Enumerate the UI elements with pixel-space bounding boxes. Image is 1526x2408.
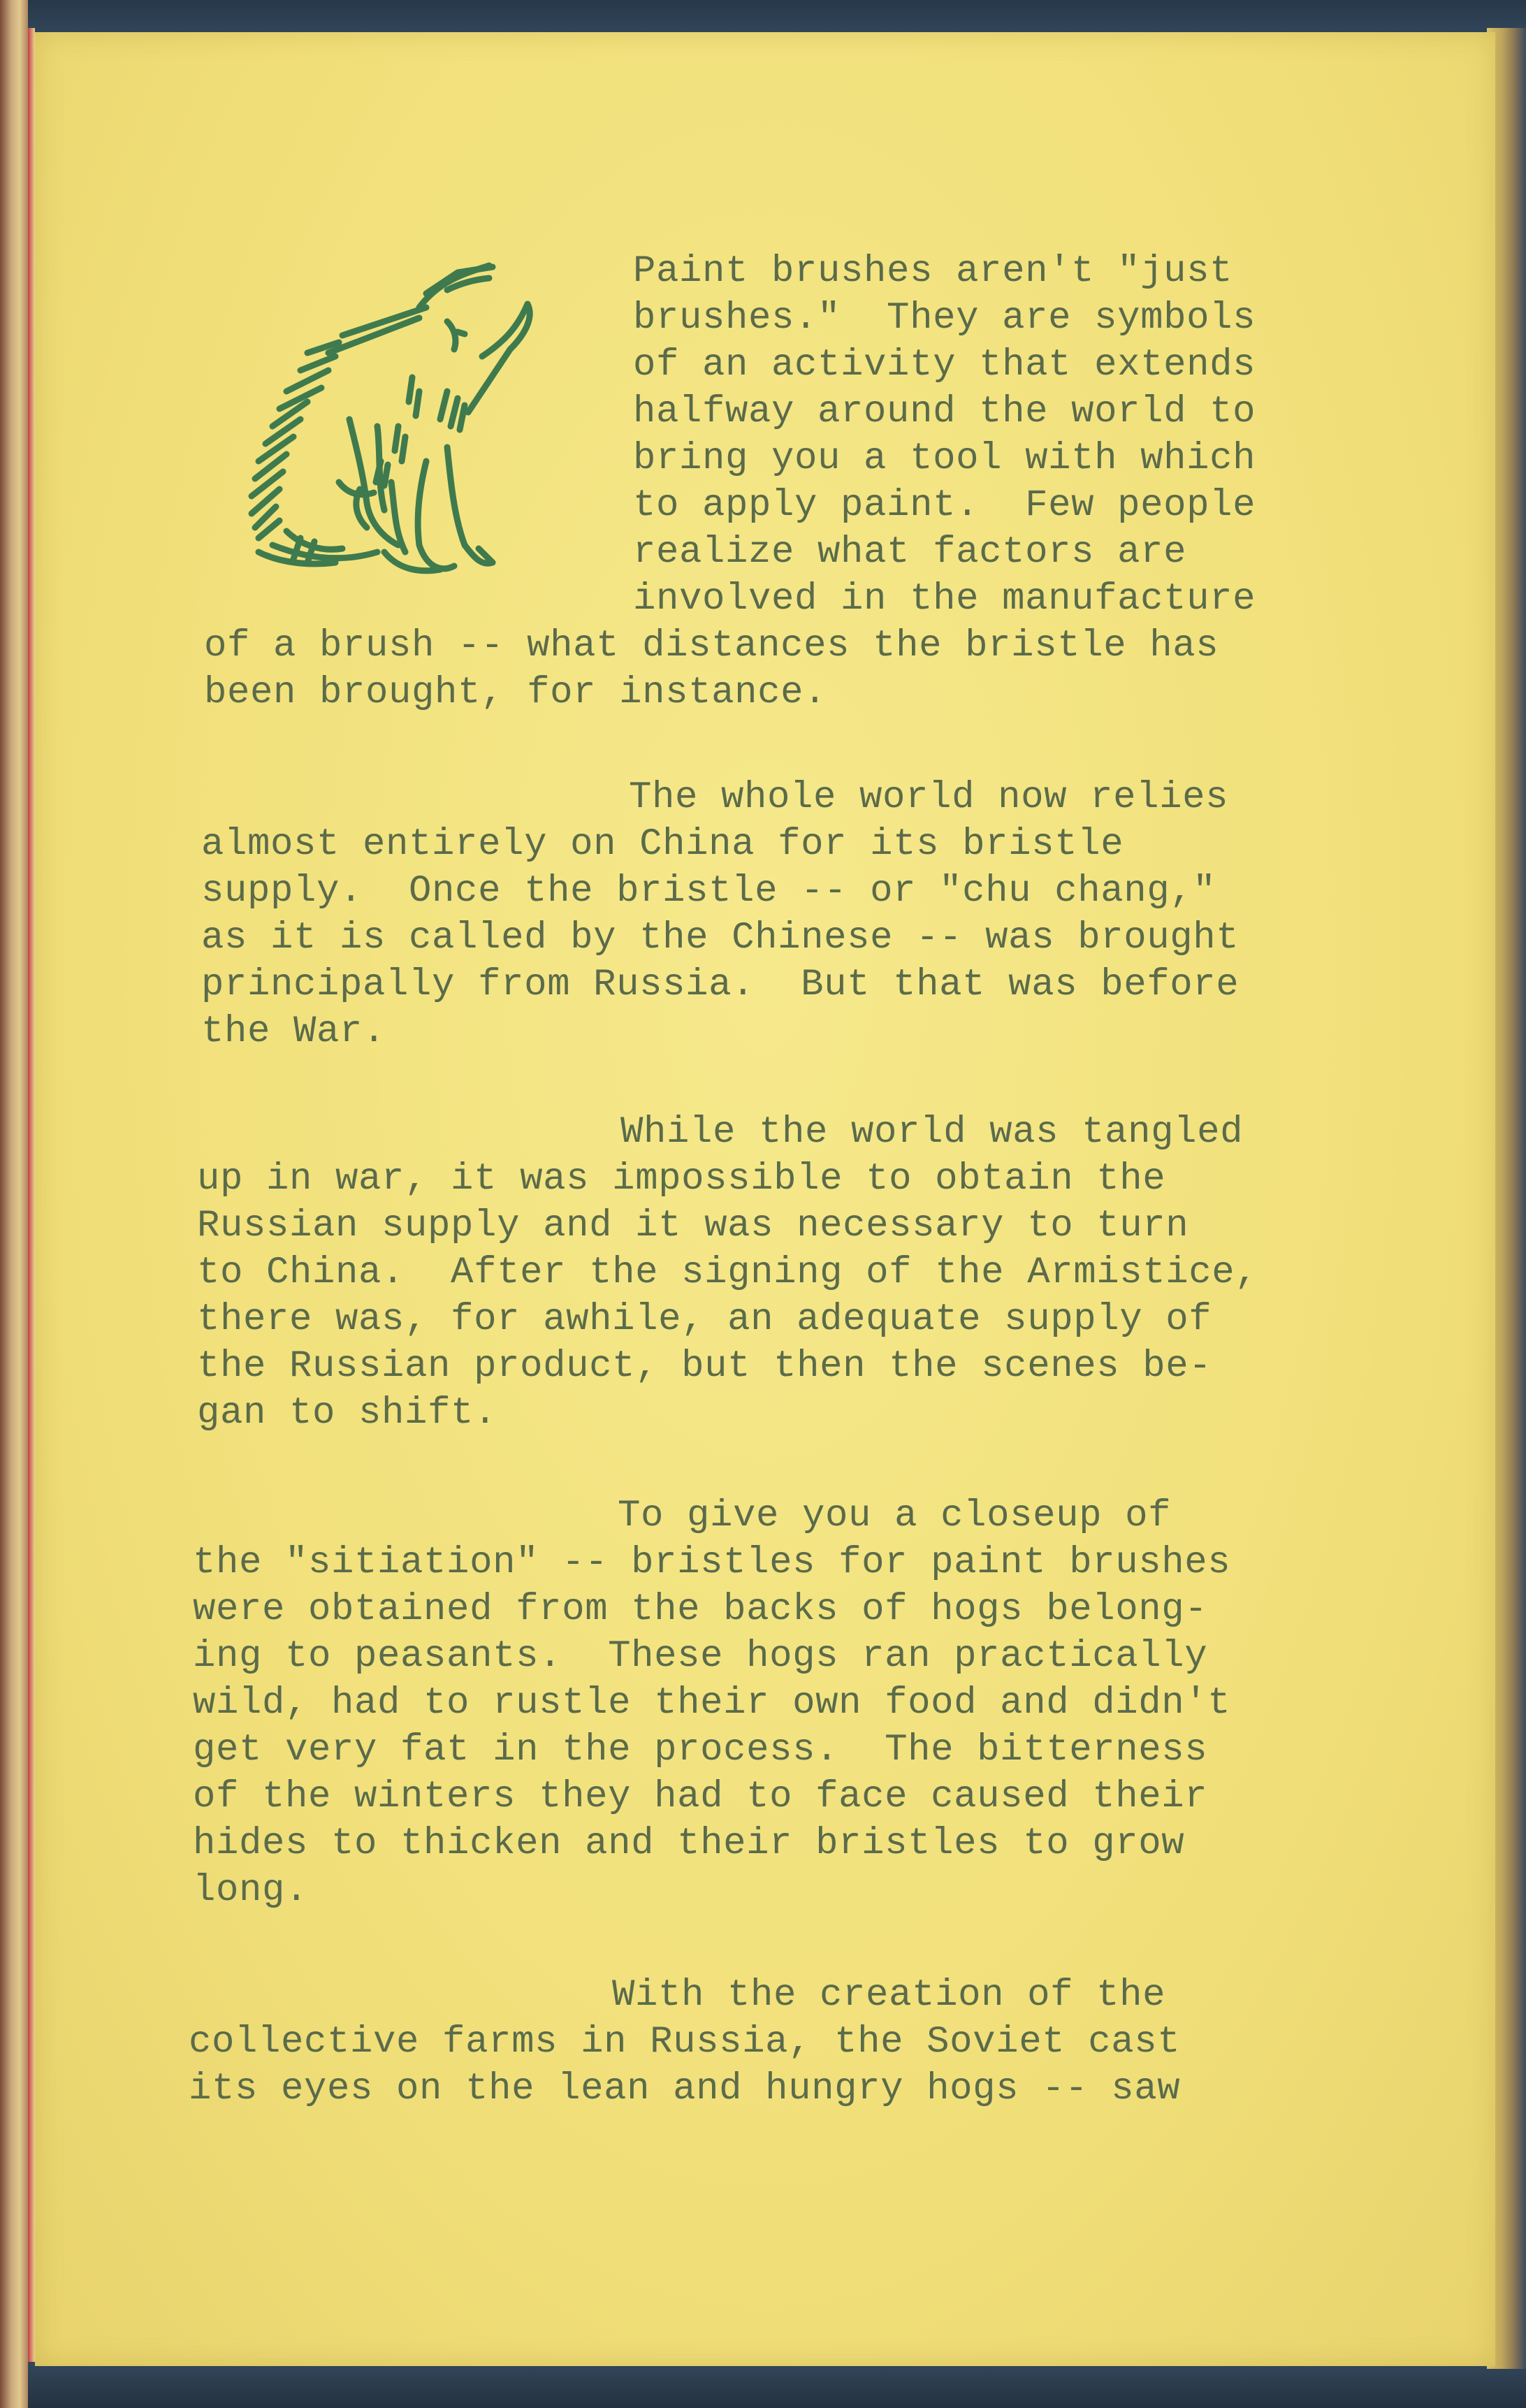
paragraph-1-line-10: been brought, for instance. bbox=[204, 672, 827, 714]
paragraph-5-line-1: With the creation of the bbox=[612, 1974, 1166, 2017]
paragraph-2-line-2: almost entirely on China for its bristle bbox=[201, 823, 1124, 866]
binding-edge bbox=[28, 28, 35, 2362]
paragraph-3-line-2: up in war, it was impossible to obtain the bbox=[197, 1158, 1166, 1201]
paragraph-3-line-7: gan to shift. bbox=[197, 1392, 497, 1435]
paragraph-1-line-2: brushes." They are symbols bbox=[633, 297, 1256, 340]
paragraph-1-line-3: of an activity that extends bbox=[633, 344, 1256, 386]
paragraph-1-line-6: to apply paint. Few people bbox=[633, 484, 1256, 527]
paragraph-2-line-5: principally from Russia. But that was before bbox=[201, 964, 1240, 1006]
paragraph-5-line-3: its eyes on the lean and hungry hogs -- saw bbox=[189, 2068, 1181, 2110]
paragraph-5-line-2: collective farms in Russia, the Soviet cast bbox=[189, 2021, 1181, 2064]
paragraph-3-line-4: to China. After the signing of the Armistice, bbox=[197, 1252, 1258, 1294]
paragraph-3-line-5: there was, for awhile, an adequate supply of bbox=[197, 1298, 1212, 1341]
paragraph-2-line-6: the War. bbox=[201, 1010, 386, 1053]
paragraph-3-line-6: the Russian product, but then the scenes be- bbox=[197, 1345, 1212, 1388]
paragraph-2-line-4: as it is called by the Chinese -- was brought bbox=[201, 917, 1240, 959]
paragraph-4-line-9: long. bbox=[193, 1869, 309, 1912]
paragraph-1-line-1: Paint brushes aren't "just bbox=[633, 250, 1233, 293]
paragraph-1-line-7: realize what factors are bbox=[633, 531, 1187, 574]
book-cover-bottom bbox=[0, 2362, 1526, 2408]
paragraph-2-line-3: supply. Once the bristle -- or "chu chang," bbox=[201, 870, 1216, 913]
paragraph-1-line-5: bring you a tool with which bbox=[633, 437, 1256, 480]
paragraph-1-line-4: halfway around the world to bbox=[633, 391, 1256, 433]
paragraph-3-line-1: While the world was tangled bbox=[620, 1111, 1244, 1154]
hog-sketch-icon bbox=[217, 252, 559, 601]
paragraph-4-line-3: were obtained from the backs of hogs belong- bbox=[193, 1588, 1208, 1631]
paragraph-4-line-8: hides to thicken and their bristles to grow bbox=[193, 1822, 1185, 1865]
paragraph-1-line-9: of a brush -- what distances the bristle has bbox=[204, 625, 1219, 667]
paragraph-4-line-4: ing to peasants. These hogs ran practically bbox=[193, 1635, 1208, 1678]
paragraph-3-line-3: Russian supply and it was necessary to turn bbox=[197, 1205, 1189, 1247]
paragraph-4-line-5: wild, had to rustle their own food and didn't bbox=[193, 1682, 1231, 1725]
paragraph-4-line-6: get very fat in the process. The bitterness bbox=[193, 1729, 1208, 1771]
paragraph-1-line-8: involved in the manufacture bbox=[633, 578, 1256, 621]
paragraph-4-line-2: the "sitiation" -- bristles for paint brushes bbox=[193, 1542, 1231, 1584]
paragraph-4-line-7: of the winters they had to face caused their bbox=[193, 1776, 1208, 1818]
paragraph-4-line-1: To give you a closeup of bbox=[618, 1495, 1172, 1537]
paragraph-2-line-1: The whole world now relies bbox=[629, 776, 1229, 819]
book-binding bbox=[0, 0, 28, 2408]
